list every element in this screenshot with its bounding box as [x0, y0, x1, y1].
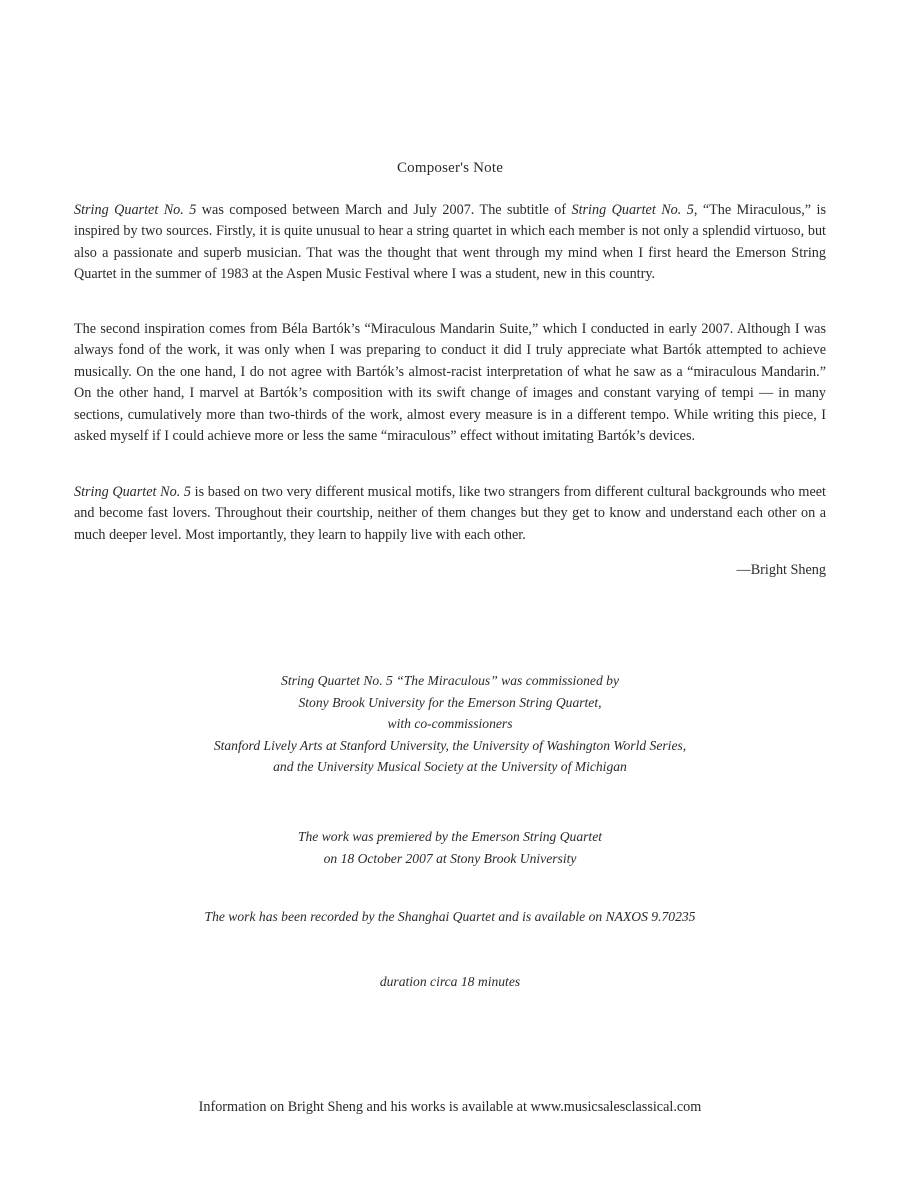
footer-info: Information on Bright Sheng and his works is available at www.musicsalesclassical.com — [198, 1099, 702, 1115]
commission-line: and the University Musical Society at the University of Michigan — [273, 759, 627, 775]
work-title: String Quartet No. 5 — [571, 202, 694, 218]
commission-line: String Quartet No. 5 “The Miraculous” was commissioned by — [281, 673, 619, 688]
premiere-line: on 18 October 2007 at Stony Brook University — [323, 850, 577, 866]
commission-block — [0, 670, 900, 778]
premiere-block — [0, 826, 900, 869]
signature: —Bright Sheng — [736, 562, 826, 578]
premiere-line: The work was premiered by the Emerson String Quartet — [297, 829, 603, 844]
recording-line: The work has been recorded by the Shanghai Quartet and is available on NAXOS 9.70235 — [204, 909, 696, 924]
recording-info — [0, 906, 900, 928]
page-title: Composer's Note — [396, 160, 504, 176]
work-title: String Quartet No. 5 — [74, 202, 197, 218]
commission-line: Stony Brook University for the Emerson String Quartet, — [298, 694, 602, 710]
paragraph-text: is based on two very different musical motifs, like two strangers from different cultural backgrounds who meet and become fast lovers. Throughout their courtship, neither of them changes but they get to know and understand each other on a much deeper level. Most importantly, they learn to happily live with each other. — [74, 484, 826, 543]
commission-line: Stanford Lively Arts at Stanford University, the University of Washington World Series, — [213, 737, 687, 753]
paragraph-text: The second inspiration comes from Béla Bartók’s “Miraculous Mandarin Suite,” which I conducted in early 2007. Although I was always fond of the work, it was only when I was preparing to conduct it did I truly appreciate what Bartók attempted to achieve musically. On the one hand, I do not agree with Bartók’s almost-racist interpretation of what he saw as a “miraculous Mandarin.” On the other hand, I marvel at Bartók’s composition with its swift change of images and constant varying of tempi — in many sections, cumulatively more than two-thirds of the work, almost every measure is in a different tempo. While writing this piece, I asked myself if I could achieve more or less the same “miraculous” effect without imitating Bartók’s devices. — [74, 321, 826, 445]
work-title: String Quartet No. 5 — [74, 484, 192, 500]
commission-line: with co-commissioners — [387, 716, 513, 732]
note-paragraph-3 — [74, 482, 826, 546]
note-paragraph-2 — [74, 319, 826, 447]
duration-line: duration circa 18 minutes — [379, 974, 521, 989]
paragraph-text: , “The Miraculous,” is inspired by two sources. Firstly, it is quite unusual to hear a string quartet in which each member is not only a splendid virtuoso, but also a passionate and superb musician. That was the thought that went through my mind when I first heard the Emerson String Quartet in the summer of 1983 at the Aspen Music Festival where I was a student, new in this country. — [74, 202, 826, 283]
paragraph-text: was composed between March and July 2007. The subtitle of — [196, 202, 572, 218]
note-paragraph-1 — [74, 200, 826, 286]
duration-info — [0, 971, 900, 993]
